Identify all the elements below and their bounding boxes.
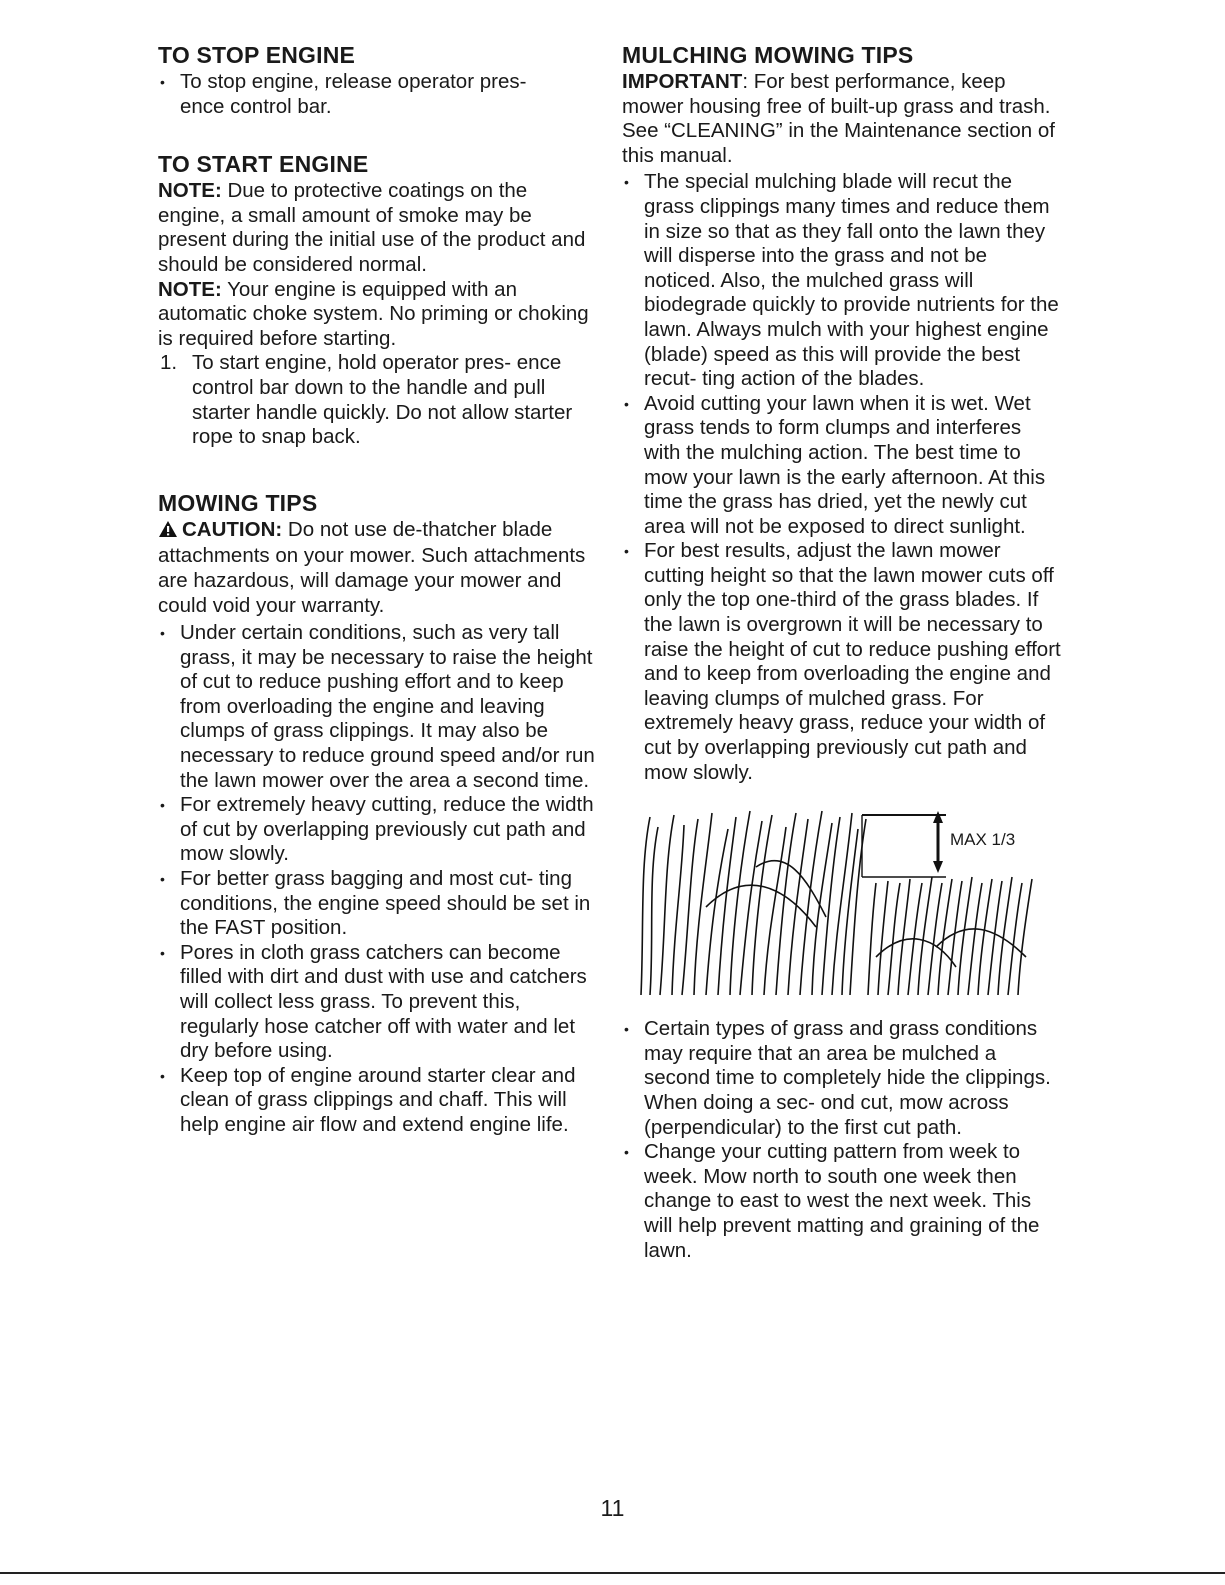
list-item: • Under certain conditions, such as very tall grass, it may be necessary to raise the height of cut to reduce pushing effort and to keep from overloading the engine and leaving clumps of grass clippings. It may also be necessary to reduce ground speed and/or run the lawn mower over the area a second time. bbox=[160, 621, 595, 792]
bullet-icon: • bbox=[624, 543, 629, 560]
bullet-icon: • bbox=[624, 1144, 629, 1161]
bottom-rule bbox=[0, 1572, 1225, 1574]
bullet-icon: • bbox=[624, 395, 629, 412]
important-paragraph: IMPORTANT: For best performance, keep mower housing free of built-up grass and trash. See “CLEANING” in the Maintenance section of this manual. bbox=[622, 70, 1055, 167]
list-item: • Change your cutting pattern from week to week. Mow north to south one week then change to east to west the next week. This will help prevent matting and graining of the lawn. bbox=[624, 1140, 1040, 1262]
list-item: • For better grass bagging and most cut- ting conditions, the engine speed should be set in the FAST position. bbox=[160, 867, 591, 940]
bullet-icon: • bbox=[160, 797, 165, 814]
list-item: • Avoid cutting your lawn when it is wet. Wet grass tends to form clumps and interferes with the mulching action. The best time to mow your lawn is the early afternoon. At this time the grass has dried, yet the newly cut area will not be exposed to direct sunlight. bbox=[624, 391, 1046, 538]
stop-engine-heading: TO STOP ENGINE bbox=[158, 42, 356, 68]
bullet-icon: • bbox=[160, 74, 165, 90]
mowing-tips-list bbox=[158, 621, 598, 1137]
stop-engine-list bbox=[158, 70, 598, 119]
bullet-icon: • bbox=[160, 944, 165, 961]
page-number: 11 bbox=[600, 1495, 625, 1521]
bullet-icon: • bbox=[624, 1021, 629, 1038]
bullet-icon: • bbox=[160, 871, 165, 888]
mowing-tips-heading: MOWING TIPS bbox=[158, 489, 318, 516]
warning-triangle-icon bbox=[158, 520, 178, 545]
mulching-tips-heading: MULCHING MOWING TIPS bbox=[622, 42, 914, 68]
list-item: • The special mulching blade will recut the grass clippings many times and reduce them in size so that as they fall onto the lawn they will disperse into the grass and not be noticed. Also, the mulched grass will biodegrade quickly to provide nutrients for the lawn. Always mulch with your highest engine (blade) speed as this will provide the best recut- ting action of the blades. bbox=[624, 170, 1059, 391]
caution-paragraph: CAUTION: Do not use de-thatcher blade attachments on your mower. Such attachments are hazardous, will damage your mower and could void your warranty. bbox=[158, 517, 586, 617]
list-item: • Pores in cloth grass catchers can become filled with dirt and dust with use and catchers will collect less grass. To prevent this, regularly hose catcher off with water and let dry before using. bbox=[160, 940, 587, 1063]
left-column bbox=[158, 40, 598, 1138]
max-one-third-label: MAX 1/3 bbox=[950, 830, 1016, 850]
start-note-1: NOTE: Due to protective coatings on the engine, a small amount of smoke may be present during the initial use of the product and should be considered normal. bbox=[158, 179, 586, 276]
bullet-icon: • bbox=[624, 174, 629, 191]
mulching-tips-list-2 bbox=[622, 1017, 1062, 1263]
list-item: • Keep top of engine around starter clear and clean of grass clippings and chaff. This will help engine air flow and extend engine life. bbox=[160, 1063, 576, 1136]
bullet-icon: • bbox=[160, 1067, 165, 1084]
list-item bbox=[158, 70, 598, 119]
stop-engine-text: To stop engine, release operator pres- ence control bar. bbox=[180, 70, 527, 118]
mulching-tips-list bbox=[622, 170, 1062, 785]
start-note-2: NOTE: Your engine is equipped with an automatic choke system. No priming or choking is required before starting. bbox=[158, 277, 589, 350]
start-steps bbox=[158, 351, 598, 449]
right-column bbox=[622, 40, 1062, 1263]
grass-height-illustration bbox=[636, 807, 1036, 997]
start-engine-heading: TO START ENGINE bbox=[158, 151, 369, 178]
bullet-icon: • bbox=[160, 625, 165, 642]
list-item: • Certain types of grass and grass conditions may require that an area be mulched a second time to completely hide the clippings. When doing a sec- ond cut, mow across (perpendicular) to the first cut path. bbox=[624, 1017, 1051, 1139]
list-item: 1. To start engine, hold operator pres- ence control bar down to the handle and pull starter handle quickly. Do not allow starter rope to snap back. bbox=[160, 351, 573, 449]
list-item: • For extremely heavy cutting, reduce the width of cut by overlapping previously cut path and mow slowly. bbox=[160, 793, 594, 866]
list-item: • For best results, adjust the lawn mower cutting height so that the lawn mower cuts off only the top one-third of the grass blades. If the lawn is overgrown it will be necessary to raise the height of cut to reduce pushing effort and to keep from overloading the engine and leaving clumps of mulched grass. For extremely heavy grass, reduce your width of cut by overlapping previously cut path and mow slowly. bbox=[624, 539, 1061, 784]
